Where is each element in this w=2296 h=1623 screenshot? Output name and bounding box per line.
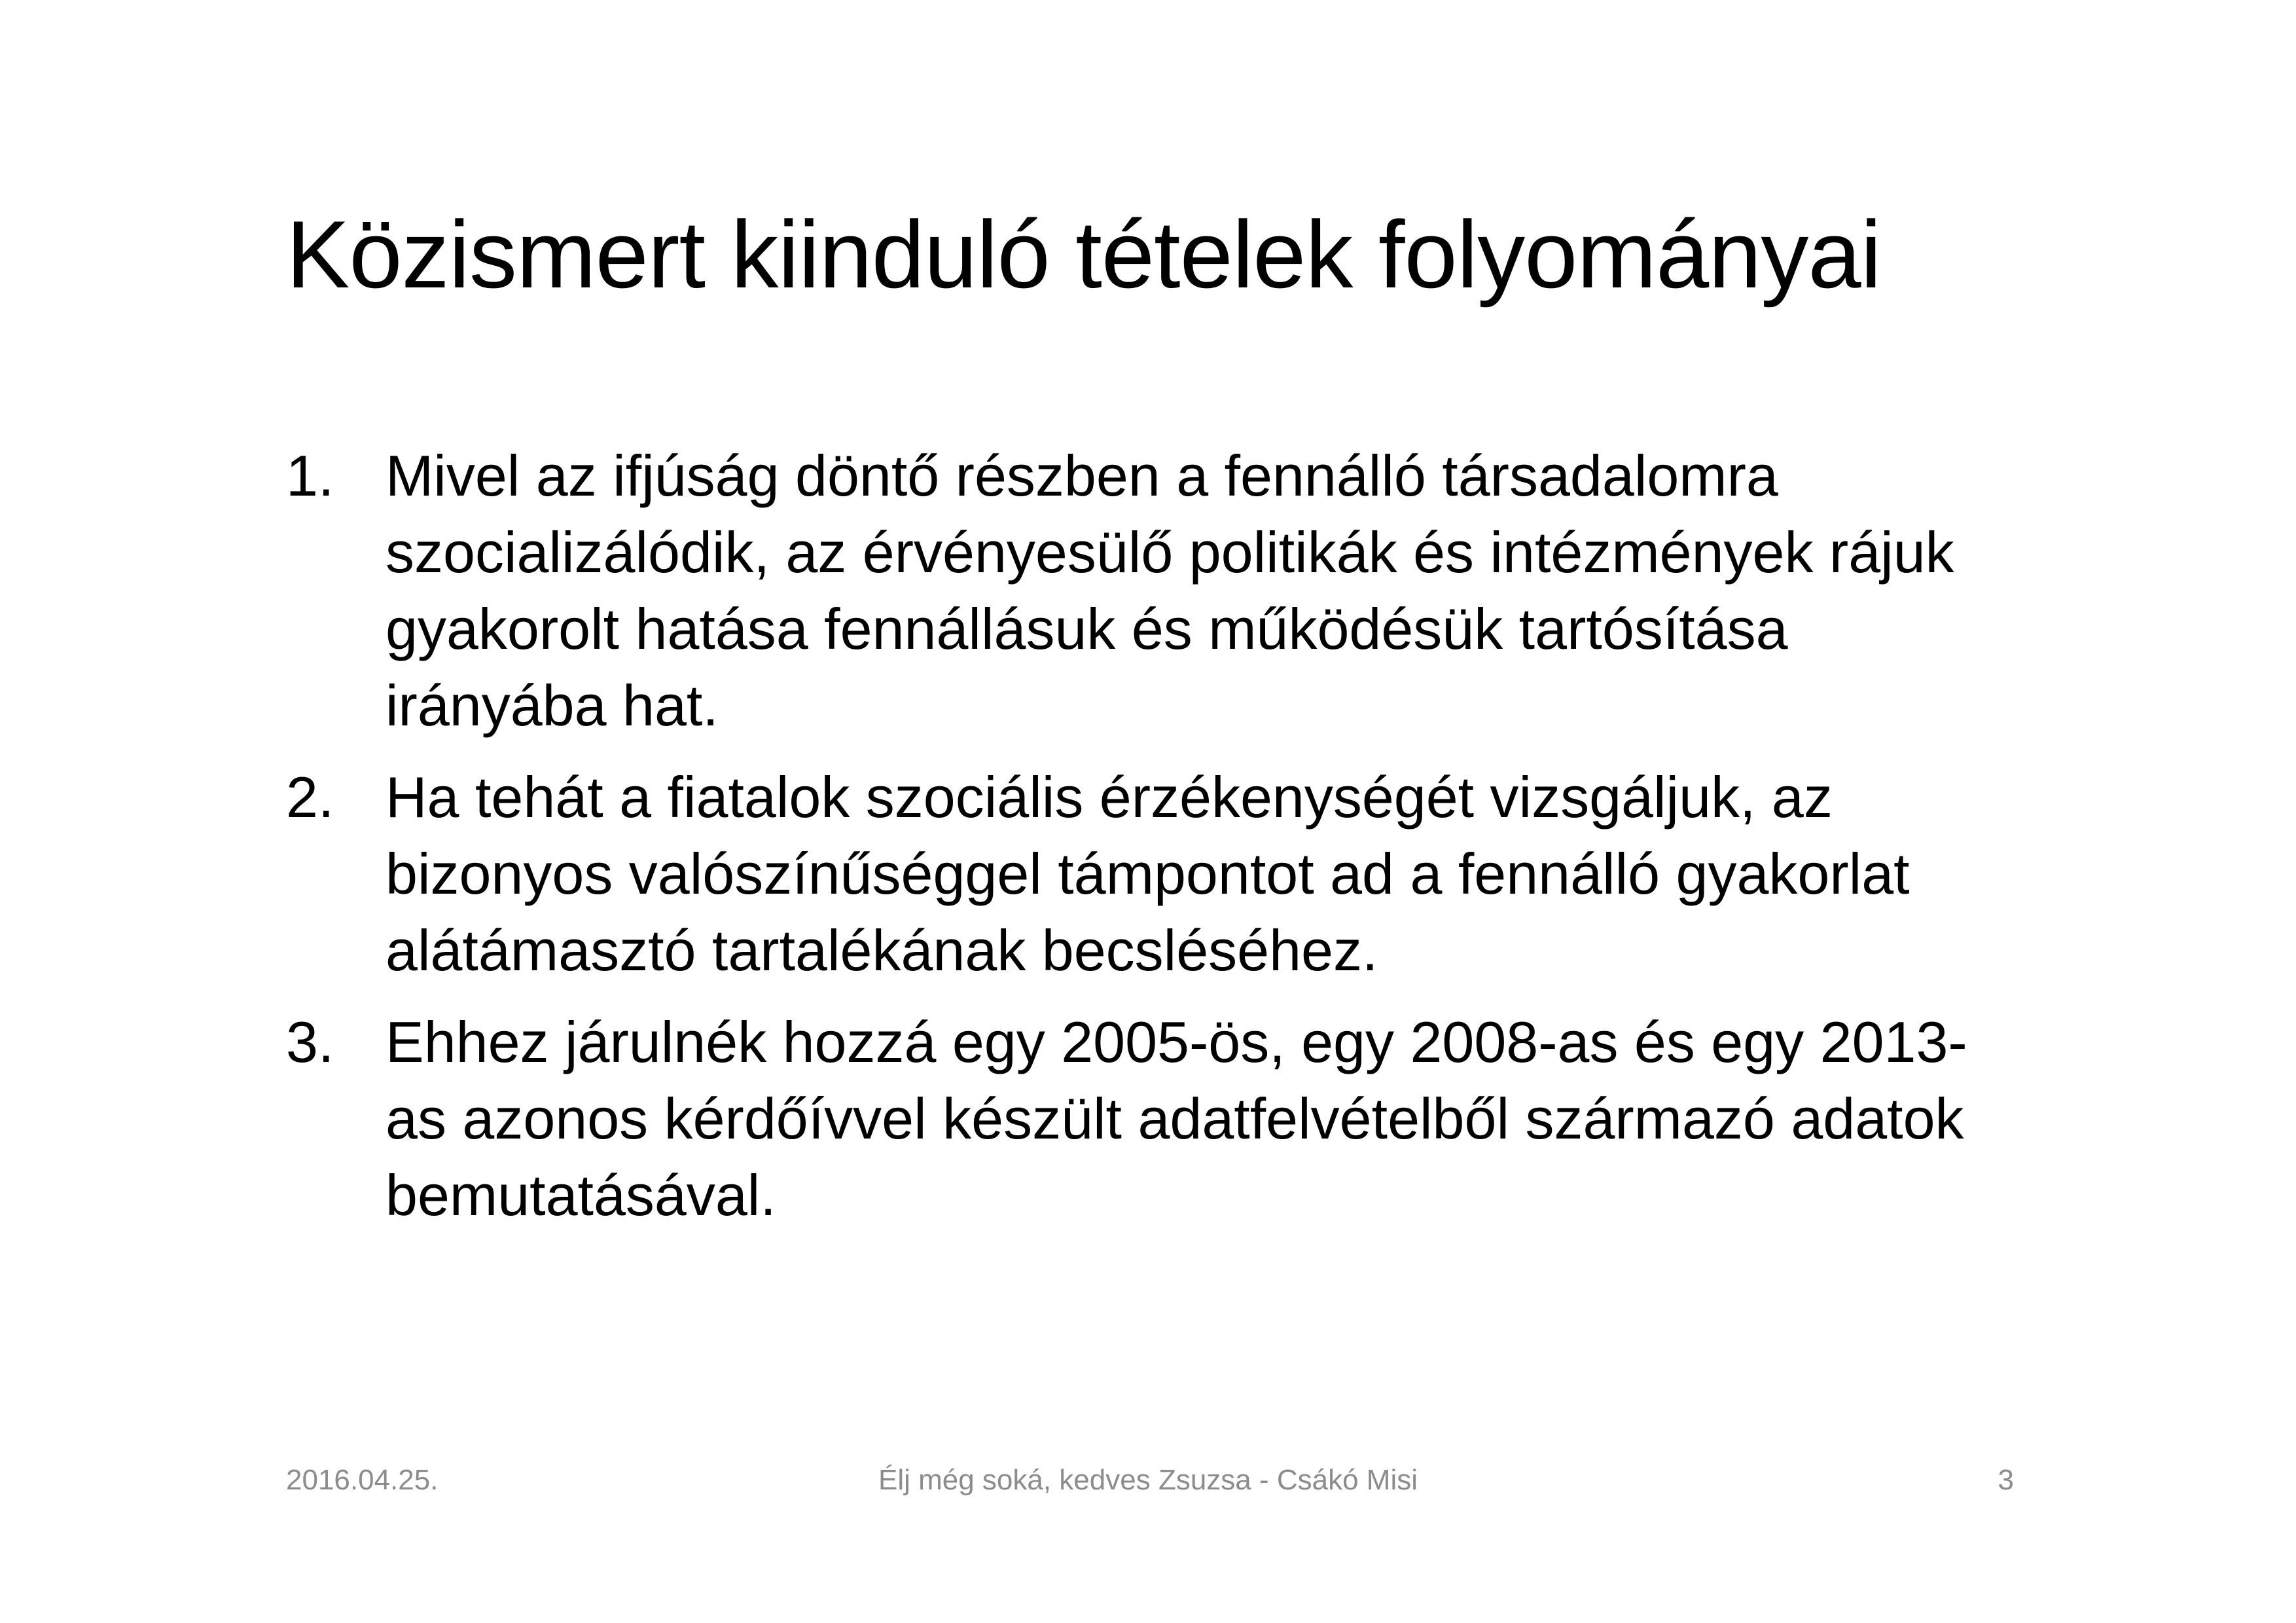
list-item-text [386, 759, 2061, 989]
list-item [286, 437, 2053, 744]
list-item-line: Mivel az ifjúság döntő részben a fennálló társadalomra [386, 443, 1778, 508]
list-item-line: bizonyos valószínűséggel támpontot ad a fennálló gyakorlat [386, 841, 1910, 906]
numbered-list [286, 437, 2053, 1249]
slide-title: Közismert kiinduló tételek folyományai [286, 201, 1882, 308]
page-number: 3 [1998, 1464, 2014, 1496]
list-item-line: irányába hat. [386, 673, 719, 738]
list-item-line: as azonos kérdőívvel készült adatfelvételből származó adatok [386, 1086, 1964, 1151]
footer-date: 2016.04.25. [286, 1464, 439, 1496]
list-item-text [386, 1004, 2061, 1233]
list-item-text [386, 437, 2061, 744]
list-item-line: Ehhez járulnék hozzá egy 2005-ös, egy 2008-as és egy 2013- [386, 1010, 1967, 1074]
list-item [286, 759, 2053, 989]
list-item-line: szocializálódik, az érvényesülő politikák és intézmények rájuk [386, 520, 1954, 585]
list-item-number: 3. [286, 1010, 334, 1074]
list-item-line: Ha tehát a fiatalok szociális érzékenységét vizsgáljuk, az [386, 765, 1833, 830]
list-item-number: 1. [286, 443, 334, 508]
footer-text: Élj még soká, kedves Zsuzsa - Csákó Misi [878, 1464, 1418, 1496]
list-item-line: alátámasztó tartalékának becsléséhez. [386, 918, 1378, 983]
list-item-line: bemutatásával. [386, 1163, 776, 1228]
list-item [286, 1004, 2053, 1233]
list-item-line: gyakorolt hatása fennállásuk és működésük tartósítása [386, 596, 1788, 661]
list-item-number: 2. [286, 765, 334, 830]
